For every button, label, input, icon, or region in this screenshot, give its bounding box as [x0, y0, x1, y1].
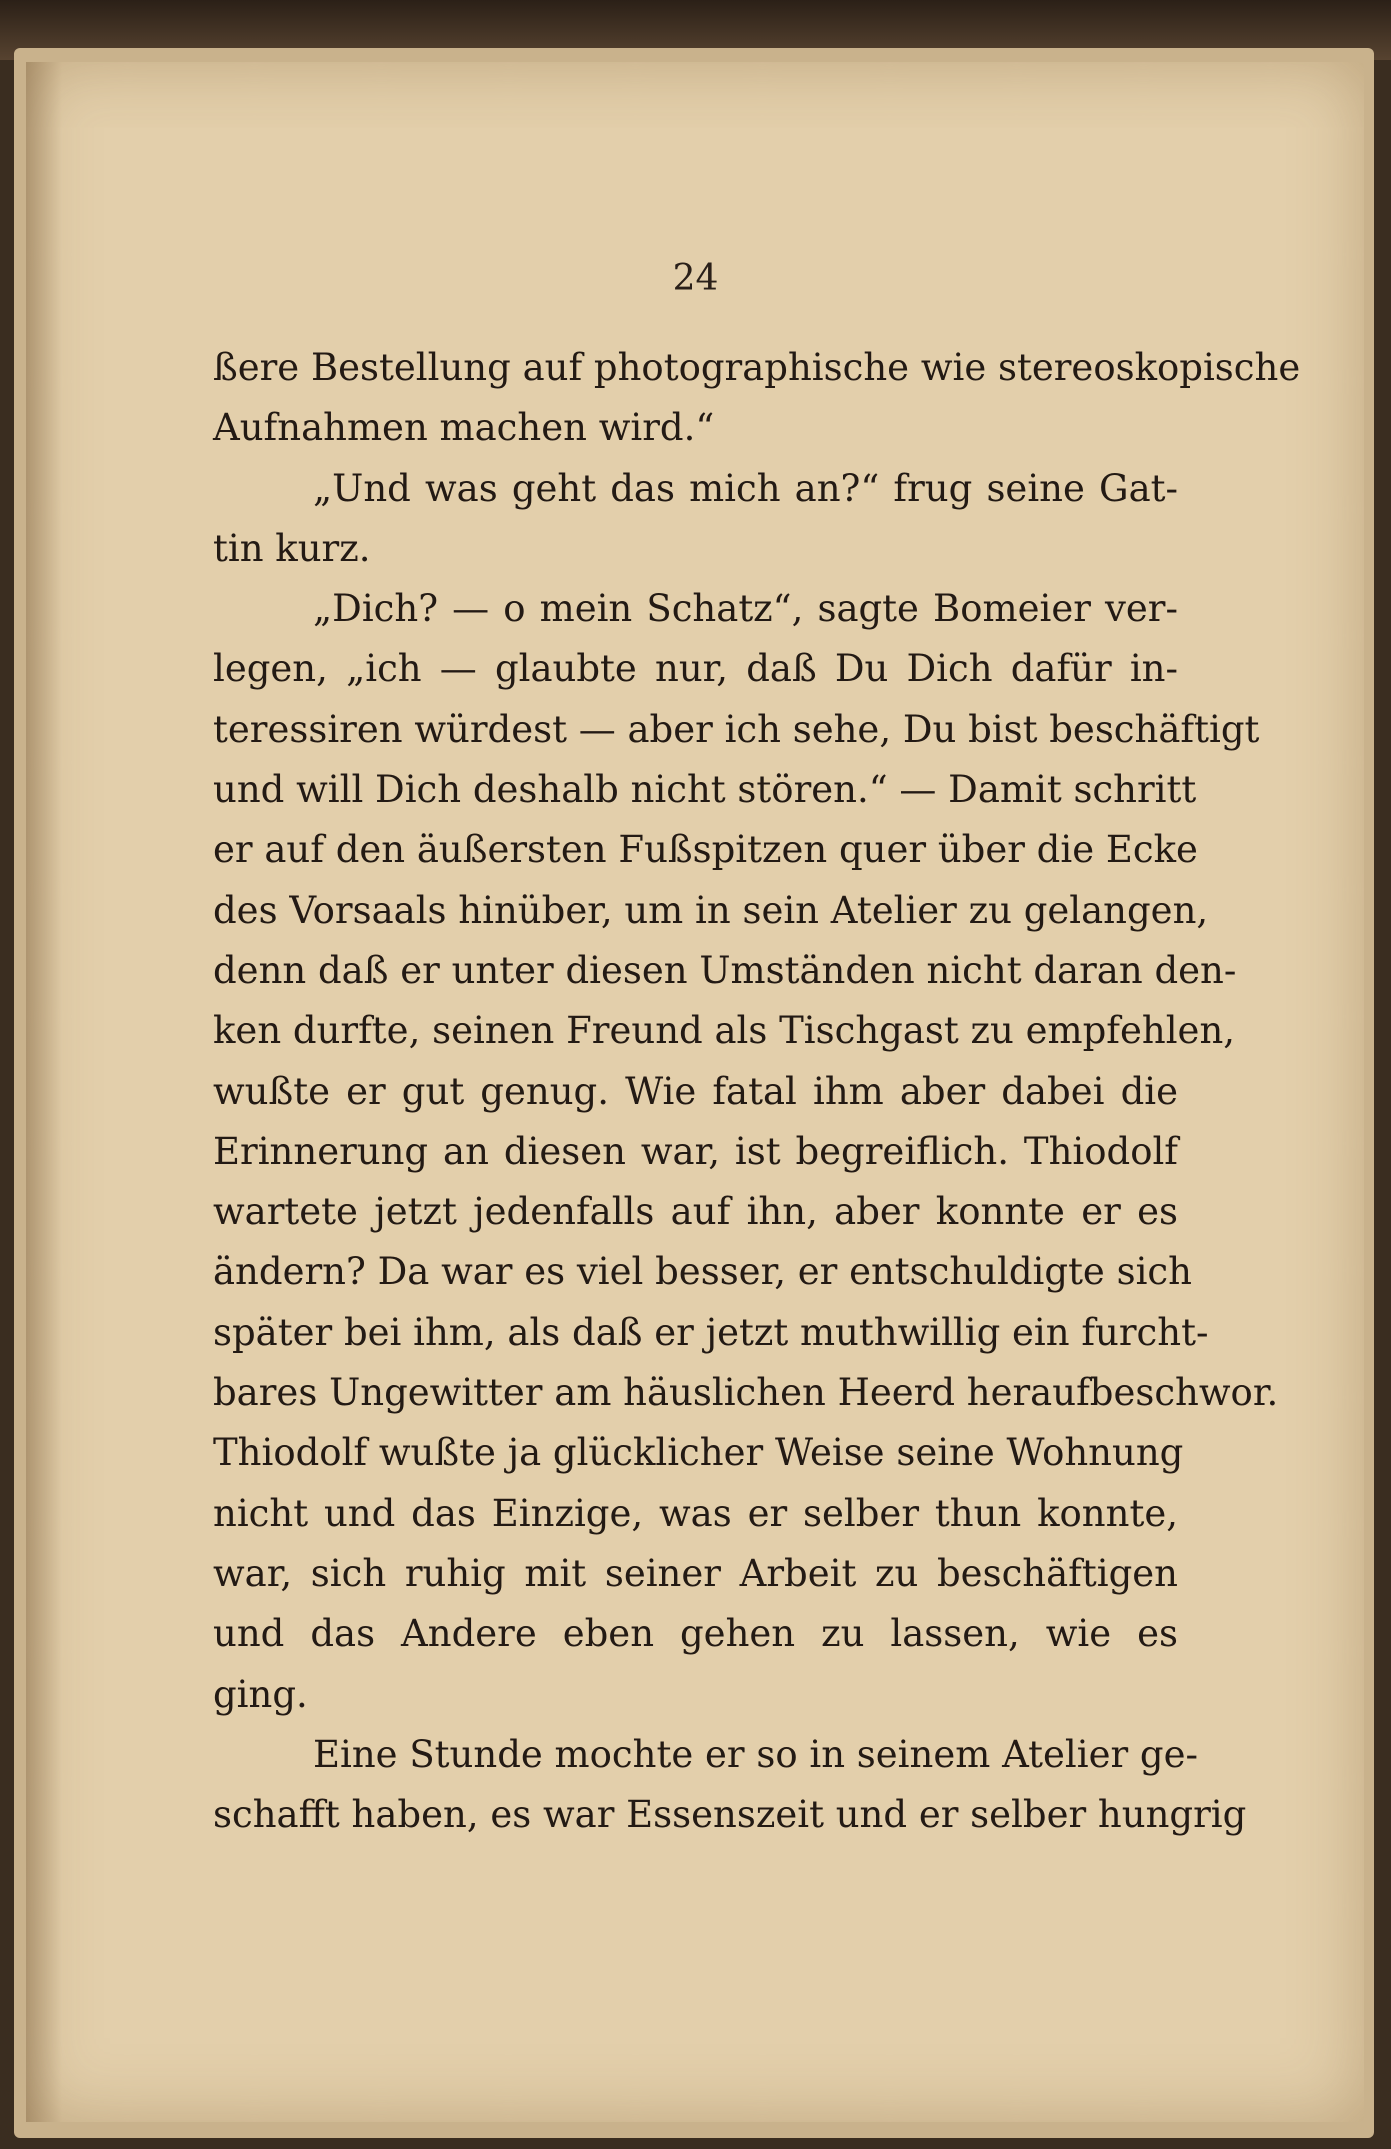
text-line: wartete jetzt jedenfalls auf ihn, aber konnte er es	[213, 1190, 1178, 1234]
text-line: später bei ihm, als daß er jetzt muthwillig ein furcht-	[213, 1310, 1209, 1354]
text-line: nicht und das Einzige, was er selber thun konnte,	[213, 1491, 1178, 1535]
text-line: er auf den äußersten Fußspitzen quer über die Ecke	[213, 828, 1198, 872]
text-line: ändern? Da war es viel besser, er entschuldigte sich	[213, 1250, 1192, 1294]
text-line: ging.	[213, 1672, 308, 1716]
page-number: 24	[672, 258, 719, 299]
text-line: und das Andere eben gehen zu lassen, wie es	[213, 1612, 1178, 1656]
text-line: schafft haben, es war Essenszeit und er selber hungrig	[213, 1793, 1247, 1837]
text-line: war, sich ruhig mit seiner Arbeit zu beschäftigen	[213, 1551, 1178, 1595]
page-gutter-shadow	[26, 62, 62, 2122]
text-line: denn daß er unter diesen Umständen nicht daran den-	[213, 948, 1237, 992]
text-line: Thiodolf wußte ja glücklicher Weise seine Wohnung	[213, 1431, 1184, 1475]
text-line: und will Dich deshalb nicht stören.“ — Damit schritt	[213, 768, 1197, 812]
text-line: „Und was geht das mich an?“ frug seine Gat-	[313, 466, 1178, 510]
text-line: tin kurz.	[213, 526, 371, 570]
text-line: ßere Bestellung auf photographische wie stereoskopische	[213, 346, 1301, 389]
text-line: Aufnahmen machen wird.“	[213, 406, 715, 450]
text-line: bares Ungewitter am häuslichen Heerd heraufbeschwor.	[213, 1371, 1279, 1415]
text-line: ken durfte, seinen Freund als Tischgast zu empfehlen,	[213, 1009, 1236, 1053]
text-line: legen, „ich — glaubte nur, daß Du Dich dafür in-	[213, 647, 1178, 691]
text-line: teressiren würdest — aber ich sehe, Du bist beschäftigt	[213, 707, 1260, 751]
text-line: „Dich? — o mein Schatz“, sagte Bomeier ver-	[313, 587, 1178, 631]
text-line: Eine Stunde mochte er so in seinem Atelier ge-	[313, 1732, 1199, 1776]
text-line: des Vorsaals hinüber, um in sein Atelier zu gelangen,	[213, 888, 1209, 932]
text-line: Erinnerung an diesen war, ist begreiflich. Thiodolf	[213, 1129, 1178, 1173]
body-text	[213, 338, 1301, 1845]
text-line: wußte er gut genug. Wie fatal ihm aber dabei die	[213, 1069, 1178, 1113]
